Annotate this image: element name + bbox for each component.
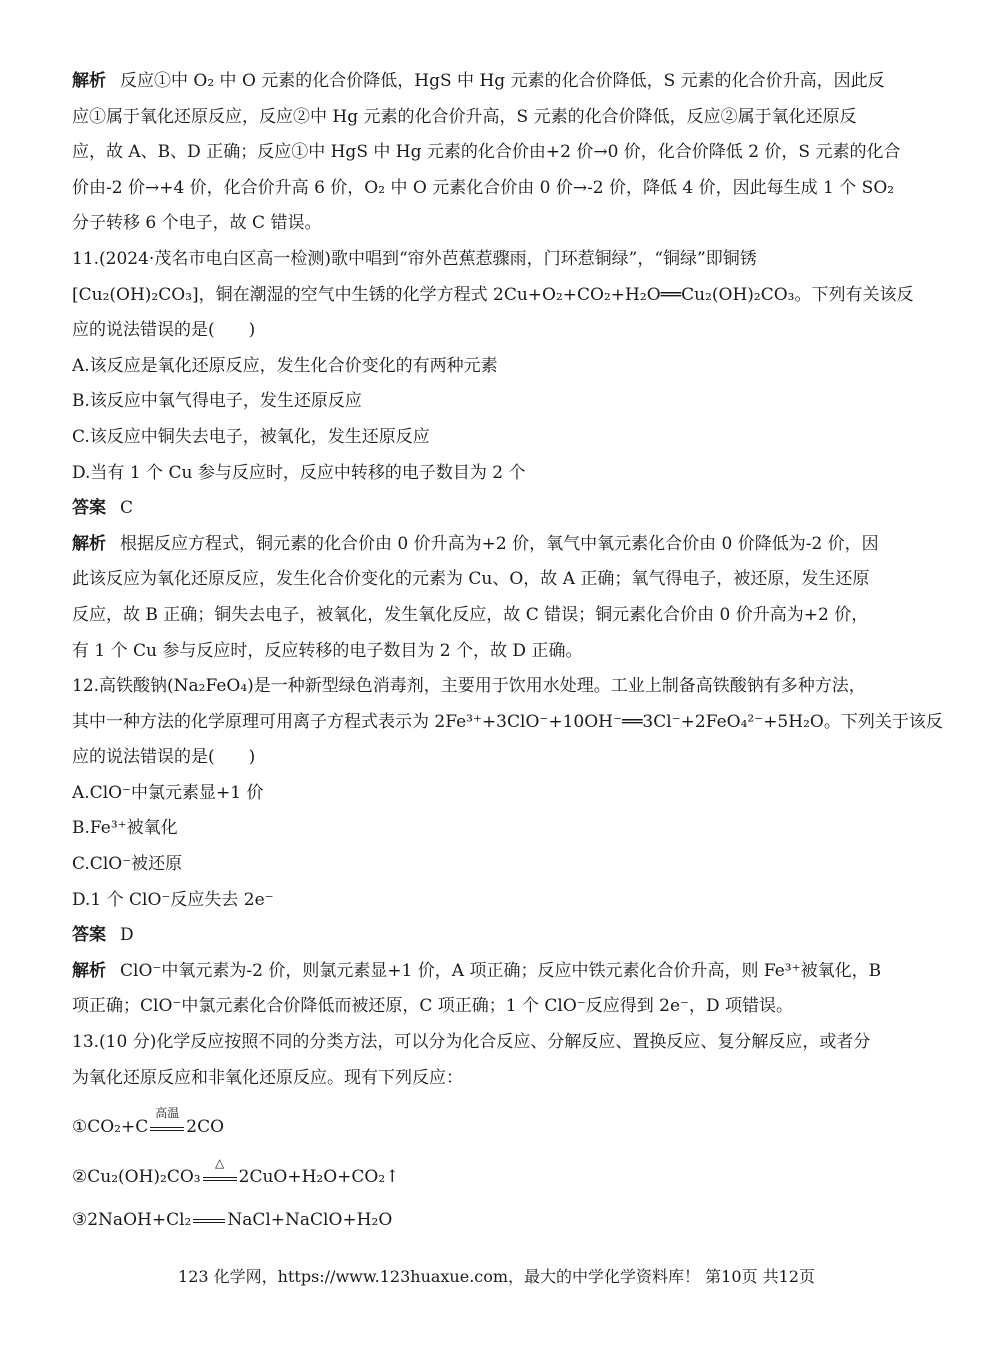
q12-answer xyxy=(72,918,922,954)
q10-analysis-line-1: 解析 反应①中 O₂ 中 O 元素的化合价降低，HgS 中 Hg 元素的化合价降低，S 元素的化合价升高，因此反 xyxy=(72,71,885,91)
answer-label: 答案 xyxy=(72,925,106,946)
q11-option-b: B.该反应中氧气得电子，发生还原反应 xyxy=(72,391,362,412)
heating-condition-sign xyxy=(203,1155,237,1188)
reaction-2-reactants: ②Cu₂(OH)₂CO₃ xyxy=(72,1167,201,1188)
q11-stem-line-2: [Cu₂(OH)₂CO₃]，铜在潮湿的空气中生锈的化学方程式 2Cu+O₂+CO₂+H₂O══Cu₂(OH)₂CO₃。下列有关该反 xyxy=(72,284,914,305)
q12-stem-line-2: 其中一种方法的化学原理可用离子方程式表示为 2Fe³⁺+3ClO⁻+10OH⁻══3Cl⁻+2FeO₄²⁻+5H₂O。下列关于该反 xyxy=(72,711,943,732)
analysis-label: 解析 xyxy=(72,71,106,91)
analysis-label: 解析 xyxy=(72,533,106,554)
q11-option-c: C.该反应中铜失去电子，被氧化，发生还原反应 xyxy=(72,426,430,447)
reaction-3-products: NaCl+NaClO+H₂O xyxy=(227,1210,393,1231)
q12-option-d: D.1 个 ClO⁻反应失去 2e⁻ xyxy=(72,889,274,910)
q12-option-c: C.ClO⁻被还原 xyxy=(72,854,183,875)
reaction-2-products: 2CuO+H₂O+CO₂↑ xyxy=(238,1167,400,1188)
q11-option-d: D.当有 1 个 Cu 参与反应时，反应中转移的电子数目为 2 个 xyxy=(72,462,526,483)
q10-analysis-line-5: 分子转移 6 个电子，故 C 错误。 xyxy=(72,213,322,234)
q10-analysis-line-3: 应，故 A、B、D 正确；反应①中 HgS 中 Hg 元素的化合价由+2 价→0 价，化合价降低 2 价，S 元素的化合 xyxy=(72,142,901,163)
q12-option-a: A.ClO⁻中氯元素显+1 价 xyxy=(72,782,264,803)
analysis-label: 解析 xyxy=(72,960,106,981)
q13-stem-line-1: 13.(10 分)化学反应按照不同的分类方法，可以分为化合反应、分解反应、置换反应、复分解反应，或者分 xyxy=(72,1032,871,1053)
q10-analysis-line-4: 价由-2 价→+4 价，化合价升高 6 价，O₂ 中 O 元素化合价由 0 价→-2 价，降低 4 价，因此每生成 1 个 SO₂ xyxy=(72,177,895,198)
reaction-1-products: 2CO xyxy=(186,1117,225,1138)
q12-analysis-line-2: 项正确；ClO⁻中氯元素化合价降低而被还原，C 项正确；1 个 ClO⁻反应得到 2e⁻，D 项错误。 xyxy=(72,996,794,1017)
equals-sign xyxy=(193,1216,225,1226)
q11-stem-line-1: 11.(2024·茂名市电白区高一检测)歌中唱到“帘外芭蕉惹骤雨，门环惹铜绿”，“铜绿”即铜锈 xyxy=(72,248,757,269)
reaction-1-condition: 高温 xyxy=(155,1105,180,1120)
answer-label: 答案 xyxy=(72,498,106,519)
q11-analysis-line-3: 反应，故 B 正确；铜失去电子，被氧化，发生氧化反应，故 C 错误；铜元素化合价由 0 价升高为+2 价， xyxy=(72,604,869,625)
reaction-1-reactants: ①CO₂+C xyxy=(72,1117,149,1138)
q12-answer-value: D xyxy=(120,925,134,946)
q11-option-a: A.该反应是氧化还原反应，发生化合价变化的有两种元素 xyxy=(72,355,498,376)
q11-answer xyxy=(72,491,922,527)
q11-analysis-line-4: 有 1 个 Cu 参与反应时，反应转移的电子数目为 2 个，故 D 正确。 xyxy=(72,640,583,661)
page-footer: 123 化学网，https://www.123huaxue.com，最大的中学化学资料库！ 第10页 共12页 xyxy=(178,1267,815,1286)
q11-stem-line-3: 应的说法错误的是( ) xyxy=(72,320,256,341)
reaction-2-condition: △ xyxy=(215,1155,225,1170)
document-body xyxy=(72,64,943,1238)
q10-analysis-line-2: 应①属于氧化还原反应，反应②中 Hg 元素的化合价升高，S 元素的化合价降低，反应②属于氧化还原反 xyxy=(72,106,857,127)
q11-answer-value: C xyxy=(120,498,134,519)
reaction-3-reactants: ③2NaOH+Cl₂ xyxy=(72,1210,192,1231)
q12-stem-line-1: 12.高铁酸钠(Na₂FeO₄)是一种新型绿色消毒剂，主要用于饮用水处理。工业上制备高铁酸钠有多种方法， xyxy=(72,676,866,697)
q13-stem-line-2: 为氧化还原反应和非氧化还原反应。现有下列反应： xyxy=(72,1067,463,1088)
reaction-2 xyxy=(72,1152,922,1202)
q12-option-b: B.Fe³⁺被氧化 xyxy=(72,818,178,839)
q12-analysis-line-1: 解析 ClO⁻中氧元素为-2 价，则氯元素显+1 价，A 项正确；反应中铁元素化合价升高，则 Fe³⁺被氧化，B xyxy=(72,960,882,981)
q12-stem-line-3: 应的说法错误的是( ) xyxy=(72,747,256,768)
reaction-3 xyxy=(72,1202,922,1238)
q11-analysis-line-2: 此该反应为氧化还原反应，发生化合价变化的元素为 Cu、O，故 A 正确；氧气得电子，被还原，发生还原 xyxy=(72,569,870,590)
q11-analysis-line-1: 解析 根据反应方程式，铜元素的化合价由 0 价升高为+2 价，氧气中氧元素化合价由 0 价降低为-2 价，因 xyxy=(72,533,879,554)
reaction-1 xyxy=(72,1102,922,1152)
high-temperature-condition-sign xyxy=(150,1105,184,1138)
